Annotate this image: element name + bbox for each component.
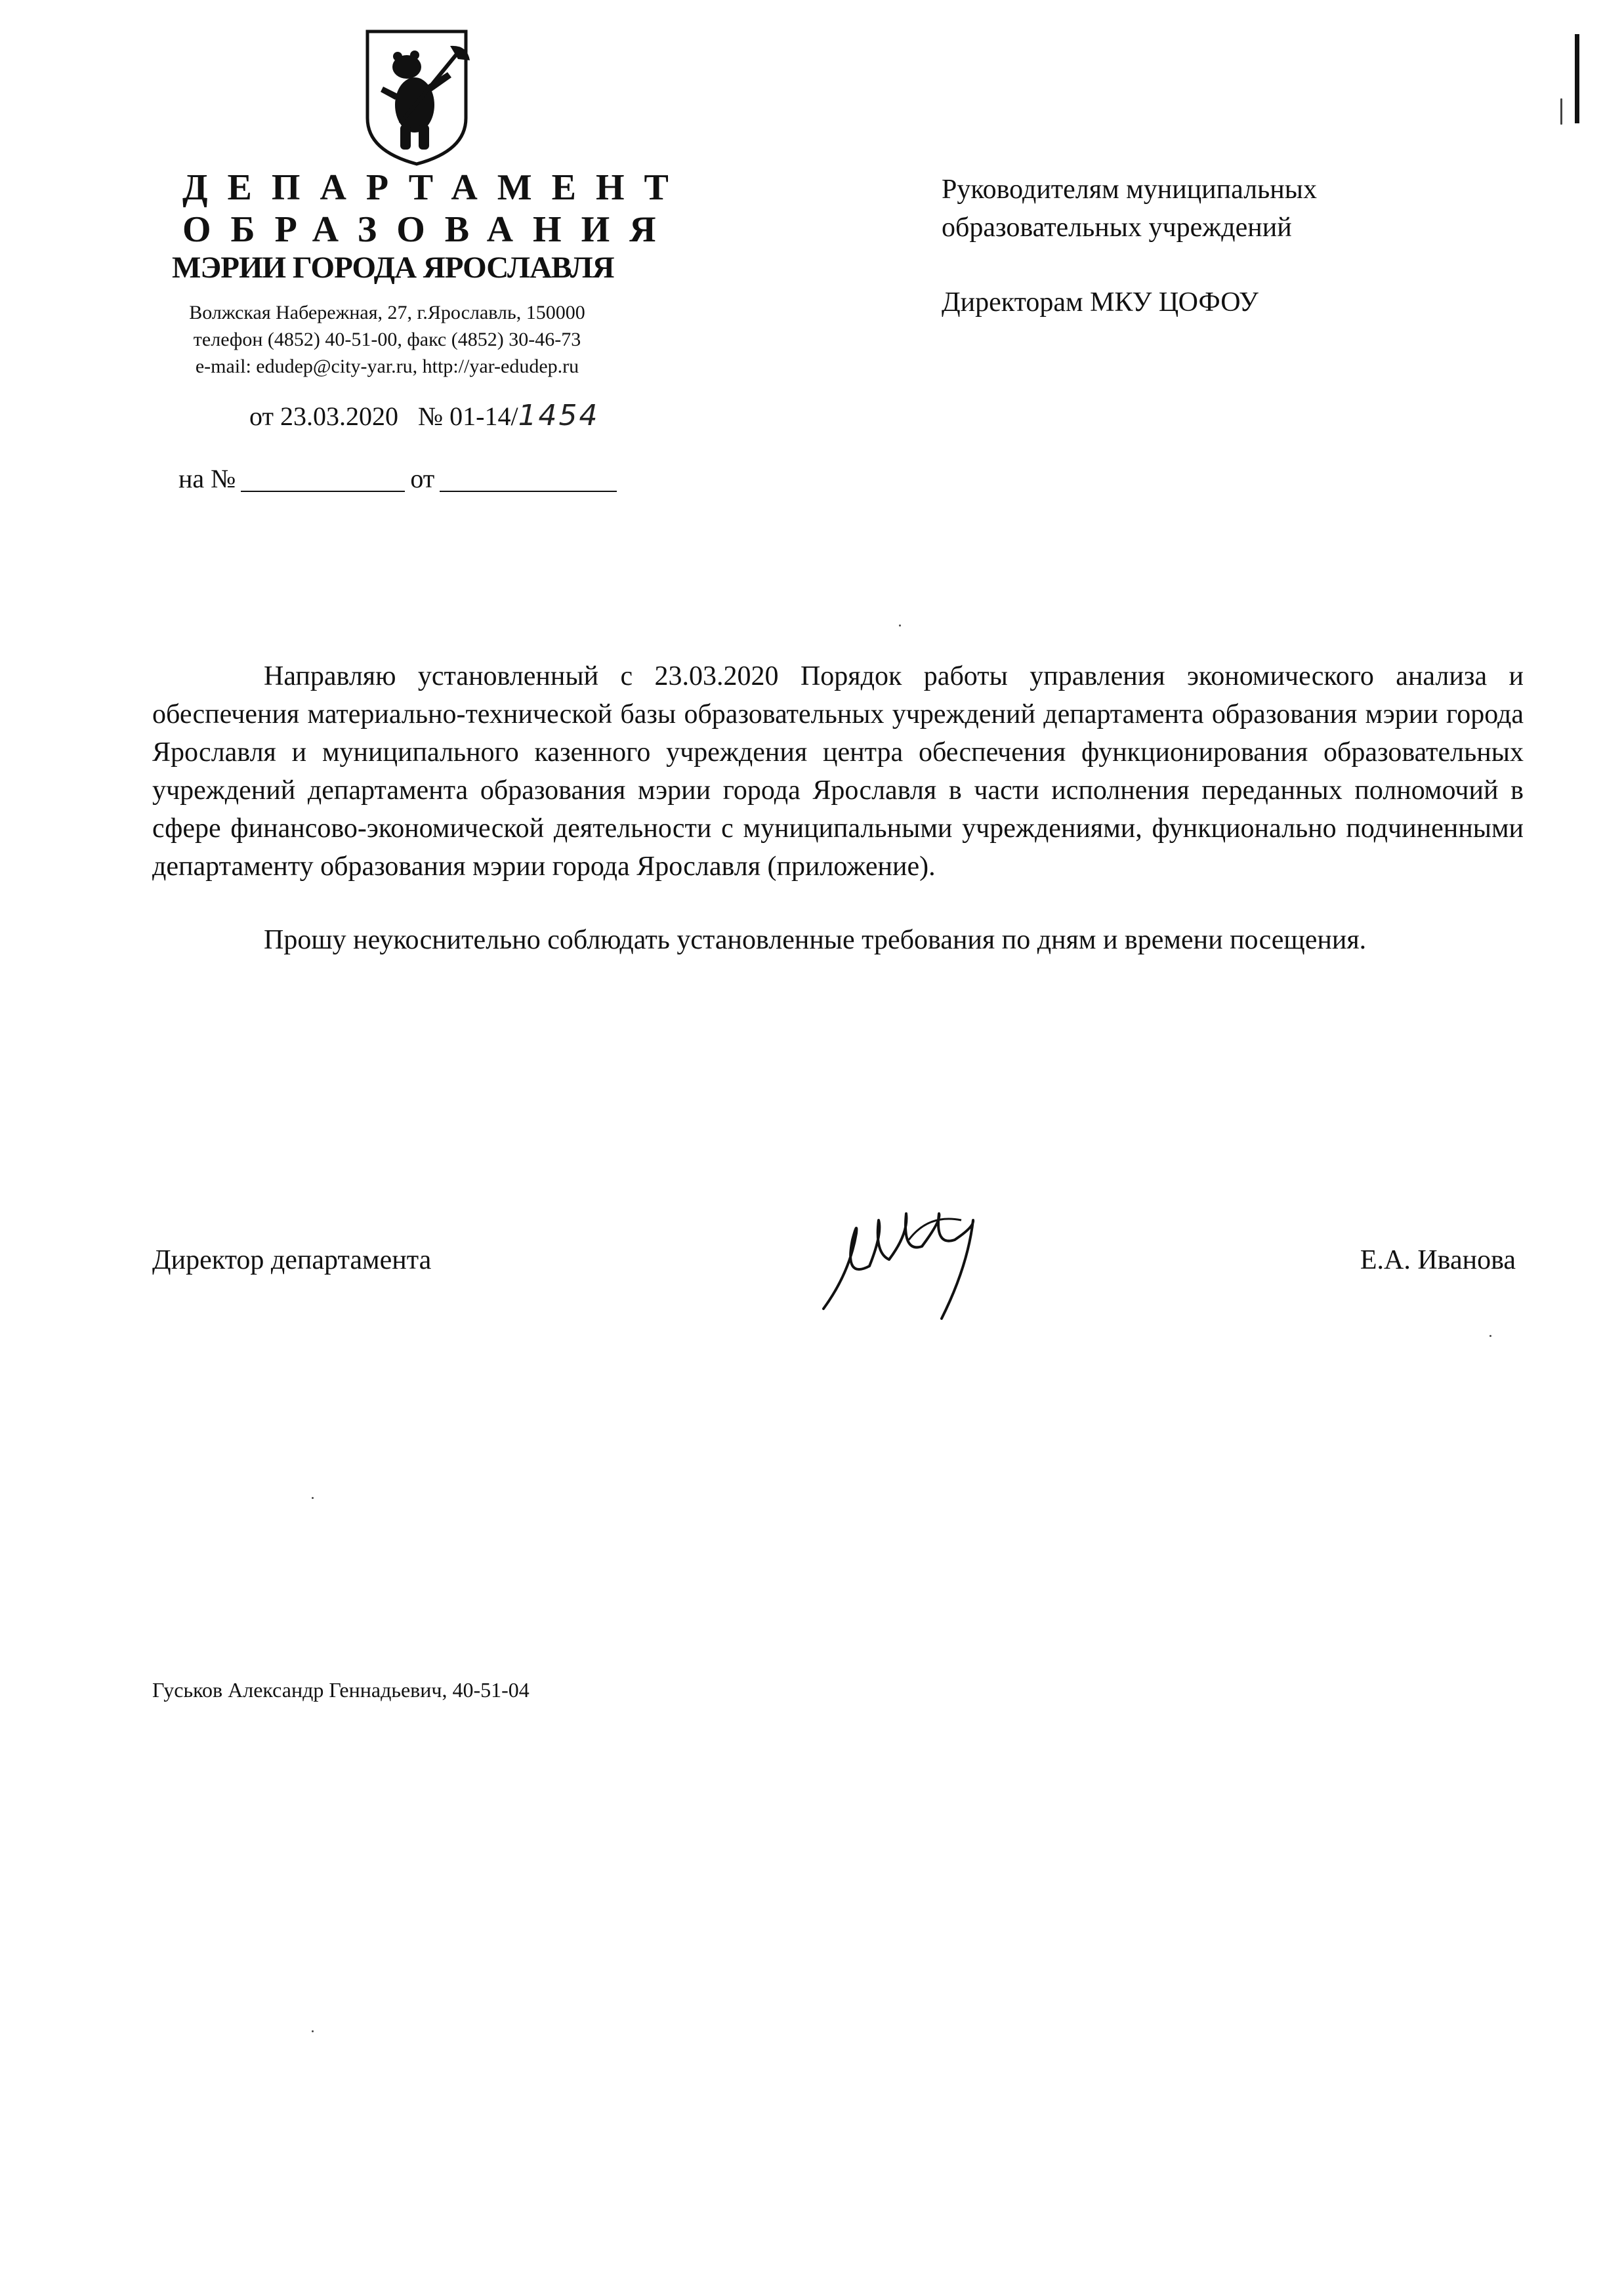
reply-no-blank <box>241 467 405 492</box>
handwritten-number: 1454 <box>518 399 600 432</box>
body-paragraph-2: Прошу неукоснительно соблюдать установленные требования по дням и времени посещения. <box>264 925 1367 955</box>
recipient-line-1a: Руководителям муниципальных <box>942 174 1317 205</box>
letter-body <box>152 657 1524 959</box>
scan-speck <box>1560 98 1562 125</box>
scan-edge-mark <box>1575 34 1579 123</box>
scan-speck <box>312 1497 314 1499</box>
body-paragraph-1: Направляю установленный с 23.03.2020 Порядок работы управления экономического анализа и обеспечения материально-технической базы образовательных учреждений департамента образования мэрии города Ярославля и муниципального казенного учреждения центра обеспечения функционирования образовательных учреждений департамента образования мэрии города Ярославля в части исполнения переданных полномочий в сфере финансово-экономической деятельности с муниципальными учреждениями, функционально подчиненными департаменту образования мэрии города Ярославля (приложение). <box>152 661 1524 882</box>
registration-line <box>249 401 600 430</box>
handwritten-signature <box>810 1194 1007 1325</box>
department-address: Волжская Набережная, 27, г.Ярославль, 150000 <box>189 302 585 323</box>
signatory-title: Директор департамента <box>152 1245 432 1275</box>
yaroslavl-bear-emblem-icon <box>354 26 479 167</box>
number-prefix: № 01-14/ <box>417 401 518 431</box>
scan-speck <box>1489 1335 1491 1337</box>
scan-speck <box>899 625 901 626</box>
date-prefix: от <box>249 401 274 431</box>
department-email: e-mail: edudep@city-yar.ru, http://yar-edudep.ru <box>195 356 579 377</box>
signatory-name: Е.А. Иванова <box>1360 1245 1516 1275</box>
scan-speck <box>312 2030 314 2032</box>
reply-from-blank <box>440 467 617 492</box>
department-phone: телефон (4852) 40-51-00, факс (4852) 30-46-73 <box>193 329 581 350</box>
executor-contact: Гуськов Александр Геннадьевич, 40-51-04 <box>152 1678 530 1702</box>
department-name-line3: МЭРИИ ГОРОДА ЯРОСЛАВЛЯ <box>172 251 614 285</box>
recipient-line-2: Директорам МКУ ЦОФОУ <box>942 287 1259 318</box>
registration-date: 23.03.2020 <box>280 401 398 431</box>
reply-from-label: от <box>410 464 435 493</box>
department-name-line1: ДЕПАРТАМЕНТ <box>182 167 688 208</box>
reply-reference-line <box>178 466 622 492</box>
department-name-line2: ОБРАЗОВАНИЯ <box>182 209 676 250</box>
recipient-line-1b: образовательных учреждений <box>942 213 1292 243</box>
reply-no-label: на № <box>178 464 236 493</box>
